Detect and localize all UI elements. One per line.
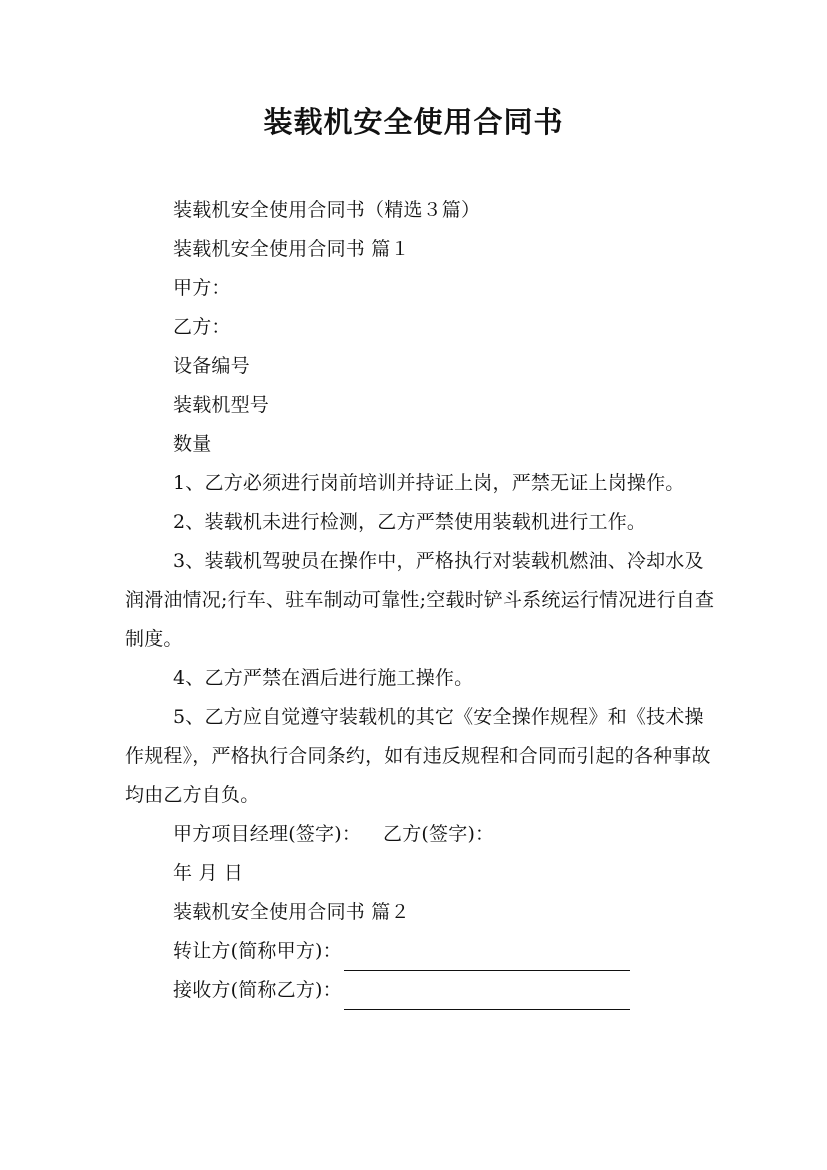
party-b-line: 乙方： bbox=[173, 316, 231, 338]
clause-3: 3、装载机驾驶员在操作中，严格执行对装载机燃油、冷却水及润滑油情况;行车、驻车制动可靠性;空载时铲斗系统运行情况进行自查制度。 bbox=[125, 550, 715, 650]
party-a-manager-signature-label: 甲方项目经理(签字)： bbox=[173, 823, 362, 845]
article-2-heading: 装载机安全使用合同书 篇２ bbox=[173, 901, 410, 923]
clause-4: 4、乙方严禁在酒后进行施工操作。 bbox=[173, 667, 474, 689]
quantity-line: 数量 bbox=[173, 433, 212, 455]
date-line: 年 月 日 bbox=[173, 862, 244, 884]
party-b-signature-label: 乙方(签字)： bbox=[383, 823, 495, 845]
loader-model-line: 装载机型号 bbox=[173, 394, 270, 416]
document-title: 装载机安全使用合同书 bbox=[263, 105, 564, 139]
transferor-blank bbox=[344, 944, 630, 971]
receiver-label: 接收方(简称乙方)： bbox=[173, 979, 342, 1001]
signature-line bbox=[125, 815, 717, 854]
clause-1: 1、乙方必须进行岗前培训并持证上岗，严禁无证上岗操作。 bbox=[173, 472, 685, 494]
document-body bbox=[125, 191, 717, 1010]
clause-2: 2、装载机未进行检测，乙方严禁使用装载机进行工作。 bbox=[173, 511, 647, 533]
equipment-number-line: 设备编号 bbox=[173, 355, 250, 377]
party-a-line: 甲方： bbox=[173, 277, 231, 299]
article-1-heading: 装载机安全使用合同书 篇１ bbox=[173, 238, 410, 260]
clause-5: 5、乙方应自觉遵守装载机的其它《安全操作规程》和《技术操作规程》，严格执行合同条约，如有违反规程和合同而引起的各种事故均由乙方自负。 bbox=[125, 706, 711, 806]
collection-heading: 装载机安全使用合同书（精选３篇） bbox=[173, 199, 481, 221]
transferor-label: 转让方(简称甲方)： bbox=[173, 940, 342, 962]
receiver-line bbox=[125, 971, 717, 1010]
transferor-line bbox=[125, 932, 717, 971]
receiver-blank bbox=[344, 983, 630, 1010]
